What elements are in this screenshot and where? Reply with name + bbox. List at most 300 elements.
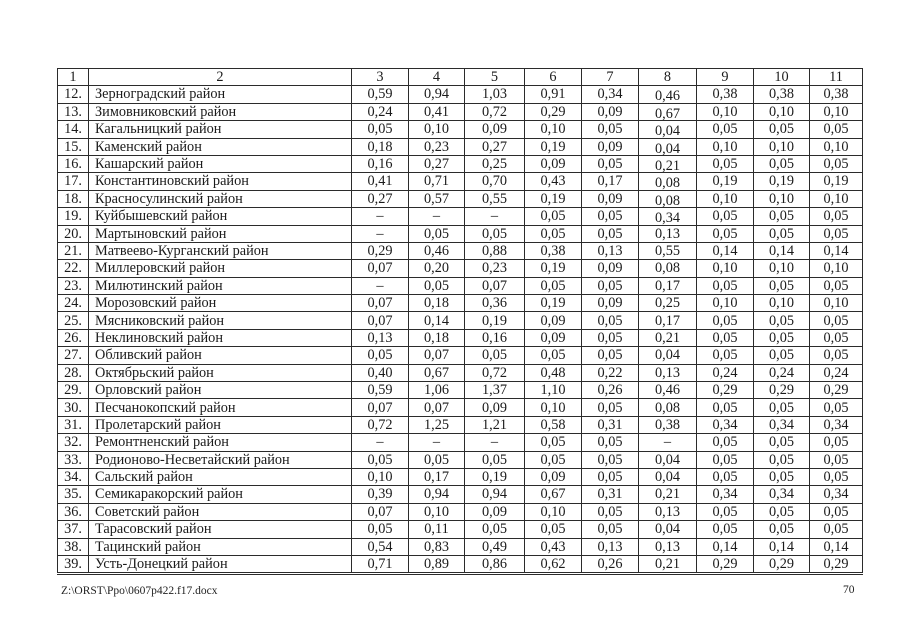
value-cell [465, 260, 525, 277]
district-name-cell [89, 503, 352, 520]
value-cell-text: 0,04 [654, 451, 681, 468]
value-cell-text: 0,05 [823, 469, 849, 486]
district-name-cell-text: Зерноградский район [95, 86, 226, 103]
value-cell [697, 364, 754, 381]
value-cell-text: 0,10 [823, 190, 849, 207]
table-outer-bottom-border [57, 574, 863, 575]
value-cell-text: 0,59 [367, 86, 393, 103]
value-cell-text: 0,29 [823, 382, 849, 399]
value-cell [810, 486, 863, 503]
value-cell-text: 0,05 [597, 451, 623, 468]
district-name-cell-text: Константиновский район [95, 173, 249, 190]
value-cell-text: 0,29 [540, 103, 566, 120]
value-cell-text: 0,08 [654, 399, 681, 416]
value-cell-text: 0,46 [654, 88, 681, 104]
value-cell-text: 0,05 [768, 434, 795, 451]
row-number-cell-text: 12. [64, 86, 82, 103]
value-cell-text: 0,10 [823, 260, 849, 277]
value-cell-text: 1,06 [423, 382, 450, 399]
row-number-cell-text: 25. [64, 312, 82, 329]
value-cell [639, 260, 697, 277]
value-cell [352, 121, 409, 138]
value-cell [465, 208, 525, 225]
value-cell [352, 312, 409, 329]
column-header-6: 6 [525, 69, 582, 86]
column-header-5: 5 [465, 69, 525, 86]
column-header-8: 8 [639, 69, 697, 86]
value-cell [525, 555, 582, 572]
row-number-cell [58, 347, 89, 364]
value-cell [465, 121, 525, 138]
value-cell [810, 503, 863, 520]
table-row [58, 434, 863, 451]
row-number-cell [58, 416, 89, 433]
district-name-cell-text: Тацинский район [95, 538, 201, 555]
value-cell [409, 208, 465, 225]
district-name-cell-text: Каменский район [95, 138, 202, 155]
value-cell [754, 155, 810, 172]
value-cell [409, 138, 465, 155]
value-cell-text: 0,24 [823, 364, 849, 381]
value-cell-text: 0,05 [597, 399, 623, 416]
value-cell [697, 399, 754, 416]
district-name-cell [89, 138, 352, 155]
value-cell-text: 0,46 [654, 382, 681, 399]
value-cell-text: 0,10 [768, 295, 795, 312]
value-cell-text: 0,20 [423, 260, 450, 277]
value-cell-text: 0,48 [540, 364, 566, 381]
value-cell-text: 0,09 [540, 469, 566, 486]
district-name-cell [89, 86, 352, 103]
value-cell-text: 0,05 [768, 503, 795, 520]
value-cell-text: 0,21 [654, 556, 681, 573]
value-cell [754, 138, 810, 155]
column-header-10: 10 [754, 69, 810, 86]
district-name-cell [89, 451, 352, 468]
value-cell-text: 0,14 [823, 538, 849, 555]
value-cell [525, 86, 582, 103]
value-cell [810, 399, 863, 416]
value-cell-text: 0,05 [597, 469, 623, 486]
value-cell-text: 0,10 [712, 260, 738, 277]
row-number-cell-text: 18. [64, 190, 82, 207]
value-cell-text: 0,05 [597, 312, 623, 329]
value-cell-text: 0,05 [768, 277, 795, 294]
value-cell-text: 0,19 [823, 173, 849, 190]
value-cell [639, 503, 697, 520]
value-cell [352, 451, 409, 468]
district-name-cell [89, 155, 352, 172]
value-cell [810, 277, 863, 294]
value-cell-text: 0,94 [481, 486, 508, 503]
value-cell-text: 0,05 [540, 208, 566, 225]
row-number-cell-text: 38. [64, 538, 82, 555]
value-cell [810, 555, 863, 572]
value-cell [582, 138, 639, 155]
value-cell-text: 0,17 [423, 469, 450, 486]
value-cell [639, 312, 697, 329]
row-number-cell [58, 225, 89, 242]
value-cell-text: 0,05 [823, 434, 849, 451]
value-cell-text: 0,31 [597, 486, 623, 503]
value-cell-text: 0,10 [768, 190, 795, 207]
value-cell-text: 0,05 [540, 521, 566, 538]
value-cell [409, 121, 465, 138]
value-cell [697, 173, 754, 190]
value-cell-text: 0,10 [423, 503, 450, 520]
value-cell [810, 155, 863, 172]
value-cell-text: 1,21 [481, 416, 508, 433]
value-cell-text: 0,24 [768, 364, 795, 381]
value-cell-text: 0,38 [540, 243, 566, 259]
value-cell [525, 486, 582, 503]
value-cell-text: 0,34 [768, 486, 795, 503]
row-number-cell [58, 382, 89, 399]
value-cell [352, 260, 409, 277]
value-cell-text: 0,10 [768, 138, 795, 155]
value-cell [465, 399, 525, 416]
value-cell [754, 382, 810, 399]
district-name-cell [89, 225, 352, 242]
row-number-cell [58, 538, 89, 555]
district-name-cell [89, 277, 352, 294]
table-row [58, 242, 863, 259]
value-cell-text: 0,05 [768, 121, 795, 138]
value-cell-text: 0,07 [367, 295, 393, 312]
value-cell [697, 86, 754, 103]
value-cell-text: 0,14 [768, 243, 795, 259]
district-name-cell [89, 208, 352, 225]
value-cell-text: 0,13 [654, 503, 681, 520]
value-cell-text: 0,14 [768, 538, 795, 555]
value-cell-text: 0,16 [367, 156, 393, 173]
value-cell-text: 0,09 [597, 138, 623, 155]
row-number-cell-text: 17. [64, 173, 82, 190]
value-cell-text: 0,09 [540, 329, 566, 346]
table-row [58, 451, 863, 468]
value-cell-text: 1,10 [540, 382, 566, 399]
value-cell [754, 208, 810, 225]
value-cell-text: – [432, 434, 441, 451]
value-cell [810, 416, 863, 433]
value-cell-text: 0,29 [712, 556, 738, 573]
value-cell-text: 0,10 [423, 121, 450, 138]
value-cell [465, 434, 525, 451]
district-name-cell-text: Куйбышевский район [95, 208, 228, 225]
row-number-cell-text: 37. [64, 521, 82, 538]
value-cell [465, 295, 525, 312]
value-cell-text: 0,05 [367, 347, 393, 364]
row-number-cell [58, 521, 89, 538]
value-cell-text: 0,29 [768, 382, 795, 399]
value-cell-text: 0,57 [423, 190, 450, 207]
value-cell-text: 0,34 [712, 486, 738, 503]
value-cell-text: 0,34 [823, 416, 849, 433]
value-cell [409, 329, 465, 346]
district-name-cell [89, 382, 352, 399]
value-cell [525, 468, 582, 485]
value-cell [810, 347, 863, 364]
value-cell [352, 468, 409, 485]
row-number-cell-text: 22. [64, 260, 82, 277]
value-cell [810, 295, 863, 312]
value-cell [465, 347, 525, 364]
value-cell [525, 121, 582, 138]
value-cell [409, 382, 465, 399]
value-cell [639, 295, 697, 312]
value-cell [582, 434, 639, 451]
value-cell-text: 0,10 [768, 103, 795, 120]
value-cell-text: – [376, 277, 384, 294]
value-cell-text: 0,09 [540, 312, 566, 329]
value-cell [697, 277, 754, 294]
column-header-7: 7 [582, 69, 639, 86]
value-cell [754, 121, 810, 138]
value-cell [525, 329, 582, 346]
value-cell [352, 555, 409, 572]
table-row [58, 399, 863, 416]
table-row [58, 486, 863, 503]
row-number-cell-text: 28. [64, 364, 82, 381]
value-cell-text: 0,26 [597, 382, 623, 399]
value-cell [525, 103, 582, 120]
district-name-cell [89, 312, 352, 329]
value-cell-text: 0,17 [597, 173, 623, 190]
value-cell-text: 0,19 [540, 295, 566, 312]
row-number-cell-text: 21. [64, 243, 82, 259]
value-cell [409, 451, 465, 468]
value-cell [810, 86, 863, 103]
value-cell [352, 277, 409, 294]
value-cell-text: 0,08 [654, 192, 681, 208]
table-header-row [58, 69, 863, 86]
column-header-1: 1 [58, 69, 89, 86]
value-cell-text: 0,13 [654, 225, 681, 242]
value-cell-text: 0,05 [712, 208, 738, 225]
row-number-cell [58, 555, 89, 572]
value-cell [465, 538, 525, 555]
value-cell-text: 0,05 [597, 121, 623, 138]
value-cell [582, 260, 639, 277]
value-cell [352, 364, 409, 381]
value-cell [582, 364, 639, 381]
value-cell [352, 399, 409, 416]
row-number-cell [58, 86, 89, 103]
value-cell-text: 0,41 [423, 103, 450, 120]
value-cell [409, 260, 465, 277]
value-cell [582, 173, 639, 190]
value-cell [754, 173, 810, 190]
value-cell [582, 242, 639, 259]
value-cell-text: 0,07 [423, 399, 450, 416]
value-cell-text: 0,25 [481, 156, 508, 173]
value-cell [409, 173, 465, 190]
value-cell-text: 0,24 [712, 364, 738, 381]
value-cell [582, 416, 639, 433]
value-cell-text: 0,24 [367, 103, 393, 120]
value-cell [754, 190, 810, 207]
value-cell [582, 312, 639, 329]
value-cell [697, 434, 754, 451]
value-cell [810, 208, 863, 225]
value-cell [639, 555, 697, 572]
value-cell-text: 0,04 [654, 140, 681, 156]
row-number-cell-text: 20. [64, 225, 82, 242]
value-cell-text: 0,13 [654, 538, 681, 555]
value-cell-text: 0,05 [712, 156, 738, 173]
value-cell-text: 1,37 [481, 382, 508, 399]
value-cell-text: – [376, 434, 384, 451]
value-cell [409, 555, 465, 572]
value-cell [754, 364, 810, 381]
value-cell [352, 242, 409, 259]
value-cell [582, 347, 639, 364]
value-cell-text: 0,72 [481, 103, 508, 120]
value-cell-text: 0,05 [597, 208, 623, 225]
value-cell [697, 242, 754, 259]
value-cell [639, 208, 697, 225]
value-cell-text: 0,05 [768, 208, 795, 225]
value-cell [697, 138, 754, 155]
value-cell-text: 0,05 [712, 399, 738, 416]
value-cell [409, 277, 465, 294]
value-cell-text: 0,04 [654, 469, 681, 486]
value-cell [352, 138, 409, 155]
value-cell-text: 0,40 [367, 364, 393, 381]
value-cell [352, 416, 409, 433]
value-cell-text: 0,27 [423, 156, 450, 173]
value-cell [754, 416, 810, 433]
value-cell-text: 0,05 [540, 451, 566, 468]
value-cell [409, 86, 465, 103]
row-number-cell [58, 208, 89, 225]
table-row [58, 312, 863, 329]
value-cell-text: 0,26 [597, 556, 623, 573]
value-cell-text: 0,05 [823, 121, 849, 138]
value-cell [697, 312, 754, 329]
value-cell [810, 190, 863, 207]
value-cell [697, 260, 754, 277]
value-cell [754, 538, 810, 555]
value-cell [697, 451, 754, 468]
district-name-cell [89, 555, 352, 572]
table-row [58, 86, 863, 103]
value-cell [409, 347, 465, 364]
column-header-4: 4 [409, 69, 465, 86]
value-cell-text: 0,39 [367, 486, 393, 503]
value-cell-text: 0,05 [367, 521, 393, 538]
value-cell [639, 121, 697, 138]
value-cell-text: 0,72 [481, 364, 508, 381]
value-cell-text: 0,18 [423, 295, 450, 312]
row-number-cell [58, 103, 89, 120]
value-cell-text: 0,05 [768, 521, 795, 538]
value-cell [409, 416, 465, 433]
value-cell [352, 190, 409, 207]
value-cell [754, 329, 810, 346]
value-cell-text: 0,05 [712, 329, 738, 346]
value-cell [810, 468, 863, 485]
value-cell [409, 503, 465, 520]
row-number-cell [58, 399, 89, 416]
value-cell-text: 0,10 [823, 295, 849, 312]
value-cell-text: 0,10 [768, 260, 795, 277]
value-cell-text: 0,62 [540, 556, 566, 573]
value-cell-text: 0,29 [768, 556, 795, 573]
value-cell-text: 0,05 [712, 503, 738, 520]
table-row [58, 277, 863, 294]
value-cell-text: 0,05 [768, 469, 795, 486]
row-number-cell-text: 23. [64, 277, 82, 294]
value-cell-text: 0,05 [712, 347, 738, 364]
value-cell-text: – [432, 208, 441, 225]
page-number: 70 [843, 584, 855, 596]
value-cell-text: 0,29 [712, 382, 738, 399]
value-cell [465, 503, 525, 520]
value-cell-text: 0,71 [367, 556, 393, 573]
value-cell-text: 0,19 [481, 312, 508, 329]
district-name-cell [89, 538, 352, 555]
row-number-cell-text: 29. [64, 382, 82, 399]
value-cell-text: 0,21 [654, 329, 681, 346]
value-cell [810, 451, 863, 468]
district-name-cell-text: Мясниковский район [95, 312, 225, 329]
value-cell-text: 0,07 [481, 277, 508, 294]
value-cell-text: 0,34 [768, 416, 795, 433]
table-row [58, 503, 863, 520]
value-cell [525, 521, 582, 538]
value-cell [465, 312, 525, 329]
value-cell [465, 364, 525, 381]
table-row [58, 155, 863, 172]
value-cell-text: 0,05 [423, 451, 450, 468]
value-cell-text: 0,91 [540, 86, 566, 103]
value-cell [639, 382, 697, 399]
value-cell-text: 0,70 [481, 173, 508, 190]
value-cell-text: 0,19 [540, 138, 566, 155]
value-cell [465, 138, 525, 155]
value-cell [409, 364, 465, 381]
value-cell-text: 0,67 [540, 486, 566, 503]
value-cell [465, 173, 525, 190]
value-cell [525, 173, 582, 190]
value-cell-text: 0,34 [712, 416, 738, 433]
row-number-cell [58, 277, 89, 294]
value-cell-text: 0,08 [654, 175, 681, 191]
value-cell-text: 0,05 [768, 312, 795, 329]
value-cell-text: 0,94 [423, 486, 450, 503]
value-cell-text: 0,05 [823, 277, 849, 294]
value-cell-text: 0,05 [823, 399, 849, 416]
value-cell-text: 0,05 [823, 521, 849, 538]
value-cell [754, 468, 810, 485]
district-name-cell-text: Тарасовский район [95, 521, 212, 538]
table-row [58, 103, 863, 120]
value-cell [639, 242, 697, 259]
value-cell-text: 0,13 [367, 329, 393, 346]
value-cell [465, 382, 525, 399]
value-cell-text: 0,05 [768, 329, 795, 346]
value-cell [639, 277, 697, 294]
value-cell-text: 0,21 [654, 486, 681, 503]
row-number-cell [58, 190, 89, 207]
value-cell [409, 434, 465, 451]
district-name-cell [89, 347, 352, 364]
value-cell [697, 155, 754, 172]
value-cell-text: – [376, 208, 384, 225]
column-header-3: 3 [352, 69, 409, 86]
value-cell-text: 0,36 [481, 295, 508, 312]
